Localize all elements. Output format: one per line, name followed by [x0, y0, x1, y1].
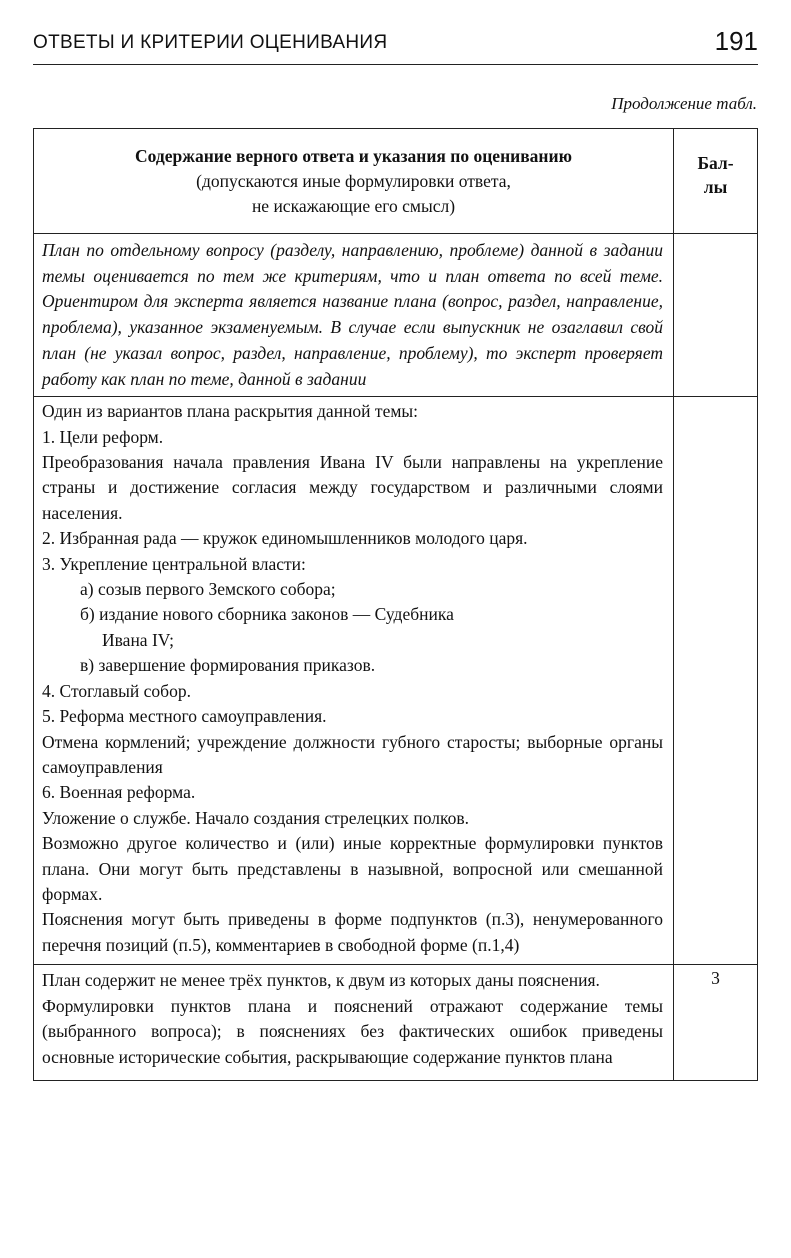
plan-item: 2. Избранная рада — кружок единомышленников молодого царя. — [42, 528, 528, 549]
plan-remark: Возможно другое количество и (или) иные корректные формулировки пунктов плана. Они могут быть представлены в назывной, вопросной или смешанной формах. — [42, 833, 663, 904]
empty-points-cell — [674, 234, 758, 397]
content-column-header — [34, 129, 674, 234]
page-number: 191 — [714, 26, 758, 56]
plan-item: 4. Стоглавый собор. — [42, 680, 191, 701]
expert-note: План по отдельному вопросу (разделу, направлению, проблеме) данной в задании темы оценивается по тем же критериям, что и план ответа по всей теме. Ориентиром для эксперта является название плана (вопрос, раздел, направление, проблема), указанное экзаменуемым. В случае если выпускник не озаглавил свой план (не указал вопрос, раздел, направление, проблему), то эксперт проверяет работу как план по теме, данной в задании — [34, 234, 674, 397]
plan-explanation: Преобразования начала правления Ивана IV были направлены на укрепление страны и достижение согласия между государством и различными слоями населения. — [42, 452, 663, 523]
answer-plan — [34, 397, 674, 965]
criterion-points: 3 — [674, 965, 758, 1081]
plan-explanation: Отмена кормлений; учреждение должности губного старосты; выборные органы самоуправления — [42, 731, 663, 777]
criterion-line-2: Формулировки пунктов плана и пояснений отражают содержание темы (выбранного вопроса); в пояснениях без фактических ошибок приведены основные исторические события, раскрывающие содержание пунктов плана — [42, 995, 663, 1067]
table-row — [34, 965, 758, 1081]
running-title: ОТВЕТЫ И КРИТЕРИИ ОЦЕНИВАНИЯ — [33, 32, 388, 53]
plan-subitem: в) завершение формирования приказов. — [80, 655, 376, 676]
criteria-table — [33, 128, 758, 1081]
points-header-line-2: лы — [703, 177, 728, 197]
plan-subitem: а) созыв первого Земского собора; — [80, 579, 336, 600]
header-line-2: (допускаются иные формулировки ответа, — [196, 171, 511, 191]
plan-intro: Один из вариантов плана раскрытия данной темы: — [42, 401, 419, 422]
page-header — [33, 26, 758, 65]
plan-subitem-continuation: Ивана IV; — [102, 629, 174, 650]
plan-item: 1. Цели реформ. — [42, 426, 164, 447]
table-row — [34, 397, 758, 965]
empty-points-cell — [674, 397, 758, 965]
plan-explanation: Уложение о службе. Начало создания стрелецких полков. — [42, 807, 470, 828]
criterion-line-1: План содержит не менее трёх пунктов, к двум из которых даны пояснения. — [42, 970, 600, 991]
plan-subitem: б) издание нового сборника законов — Судебника — [80, 604, 454, 625]
plan-remark: Пояснения могут быть приведены в форме подпунктов (п.3), ненумерованного перечня позиций (п.5), комментариев в свободной форме (п.1,4) — [42, 909, 663, 955]
points-header-line-1: Бал- — [697, 153, 734, 173]
plan-item: 3. Укрепление центральной власти: — [42, 553, 306, 574]
plan-item: 5. Реформа местного самоуправления. — [42, 706, 327, 727]
plan-item: 6. Военная реформа. — [42, 782, 196, 803]
points-column-header — [674, 129, 758, 234]
scoring-criterion — [34, 965, 674, 1081]
table-header-row — [34, 129, 758, 234]
table-row — [34, 234, 758, 397]
header-line-1: Содержание верного ответа и указания по оцениванию — [135, 146, 572, 166]
header-line-3: не искажающие его смысл) — [251, 196, 456, 216]
table-continued-label: Продолжение табл. — [611, 94, 757, 113]
